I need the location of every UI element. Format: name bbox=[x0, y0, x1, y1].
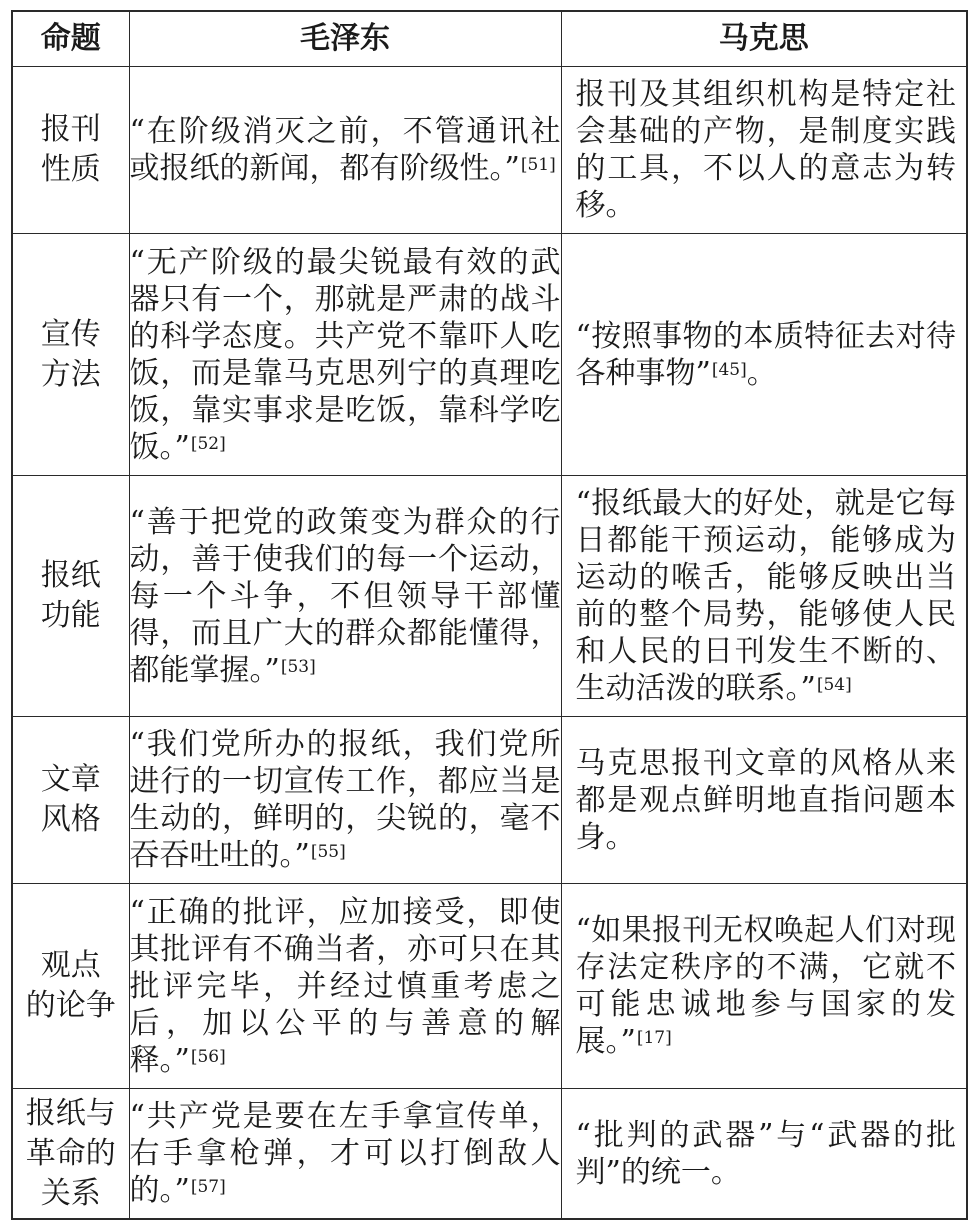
citation-ref: [52] bbox=[190, 433, 226, 454]
citation-ref: [57] bbox=[190, 1177, 226, 1198]
quote-tail: 。 bbox=[746, 355, 777, 391]
topic-line: 观点 bbox=[40, 948, 101, 984]
topic-line: 宣传 bbox=[40, 316, 101, 352]
comparison-table bbox=[11, 10, 968, 1220]
mao-quote-text: “我们党所办的报纸，我们党所进行的一切宣传工作，都应当是生动的，鲜明的，尖锐的，毫不吞吞吐吐的。” bbox=[129, 727, 561, 874]
topic-line: 性质 bbox=[40, 152, 101, 188]
header-mao: 毛泽东 bbox=[129, 11, 561, 67]
topic-line: 风格 bbox=[40, 802, 101, 838]
table-row bbox=[12, 717, 967, 884]
mao-quote-cell bbox=[129, 67, 561, 234]
header-marx: 马克思 bbox=[561, 11, 967, 67]
citation-ref: [45] bbox=[711, 359, 747, 380]
mao-quote-cell bbox=[129, 1089, 561, 1219]
table-row bbox=[12, 234, 967, 476]
topic-cell bbox=[12, 884, 129, 1089]
topic-cell bbox=[12, 234, 129, 476]
marx-quote-cell bbox=[561, 717, 967, 884]
marx-quote-text: “报纸最大的好处，就是它每日都能干预运动，能够成为运动的喉舌，能够反映出当前的整个局势，能够使人民和人民的日刊发生不断的、生动活泼的联系。” bbox=[575, 486, 956, 707]
mao-quote-text: “在阶级消灭之前，不管通讯社或报纸的新闻，都有阶级性。” bbox=[129, 114, 561, 187]
topic-cell bbox=[12, 1089, 129, 1219]
marx-quote-text: “批判的武器”与“武器的批判”的统一。 bbox=[575, 1117, 956, 1190]
topic-line: 报纸与 bbox=[25, 1095, 116, 1131]
topic-line: 文章 bbox=[40, 762, 101, 798]
topic-line: 革命的 bbox=[25, 1135, 116, 1171]
mao-quote-cell bbox=[129, 476, 561, 717]
marx-quote-cell bbox=[561, 1089, 967, 1219]
mao-quote-cell bbox=[129, 717, 561, 884]
topic-cell bbox=[12, 717, 129, 884]
citation-ref: [53] bbox=[280, 656, 316, 677]
mao-quote-cell bbox=[129, 234, 561, 476]
topic-line: 的论争 bbox=[25, 988, 116, 1024]
marx-quote-cell bbox=[561, 476, 967, 717]
mao-quote-text: “共产党是要在左手拿宣传单，右手拿枪弹，才可以打倒敌人的。” bbox=[129, 1099, 561, 1209]
mao-quote-cell bbox=[129, 884, 561, 1089]
header-topic: 命题 bbox=[12, 11, 129, 67]
header-row bbox=[12, 11, 967, 67]
mao-quote-text: “无产阶级的最尖锐最有效的武器只有一个，那就是严肃的战斗的科学态度。共产党不靠吓人吃饭，而是靠马克思列宁的真理吃饭，靠实事求是吃饭，靠科学吃饭。” bbox=[129, 244, 561, 465]
topic-cell bbox=[12, 67, 129, 234]
marx-quote-cell bbox=[561, 234, 967, 476]
table-row bbox=[12, 1089, 967, 1219]
citation-ref: [51] bbox=[520, 155, 556, 176]
marx-quote-cell bbox=[561, 884, 967, 1089]
citation-ref: [56] bbox=[190, 1046, 226, 1067]
topic-line: 功能 bbox=[40, 598, 101, 634]
table-row bbox=[12, 67, 967, 234]
citation-ref: [17] bbox=[636, 1028, 672, 1049]
marx-quote-text: 报刊及其组织机构是特定社会基础的产物，是制度实践的工具，不以人的意志为转移。 bbox=[575, 77, 956, 224]
marx-quote-cell bbox=[561, 67, 967, 234]
topic-line: 报刊 bbox=[40, 112, 101, 148]
topic-line: 报纸 bbox=[40, 558, 101, 594]
topic-line: 关系 bbox=[40, 1175, 101, 1211]
table-row bbox=[12, 476, 967, 717]
marx-quote-text: “如果报刊无权唤起人们对现存法定秩序的不满，它就不可能忠诚地参与国家的发展。” bbox=[575, 913, 956, 1060]
marx-quote-text: 马克思报刊文章的风格从来都是观点鲜明地直指问题本身。 bbox=[575, 745, 956, 855]
mao-quote-text: “善于把党的政策变为群众的行动，善于使我们的每一个运动，每一个斗争，不但领导干部懂得，而且广大的群众都能懂得，都能掌握。” bbox=[129, 504, 561, 688]
marx-quote-text: “按照事物的本质特征去对待各种事物” bbox=[575, 318, 956, 391]
mao-quote-text: “正确的批评，应加接受，即使其批评有不确当者，亦可只在其批评完毕，并经过慎重考虑之后，加以公平的与善意的解释。” bbox=[129, 894, 561, 1078]
citation-ref: [55] bbox=[310, 842, 346, 863]
citation-ref: [54] bbox=[816, 675, 852, 696]
topic-cell bbox=[12, 476, 129, 717]
topic-line: 方法 bbox=[40, 356, 101, 392]
table-row bbox=[12, 884, 967, 1089]
